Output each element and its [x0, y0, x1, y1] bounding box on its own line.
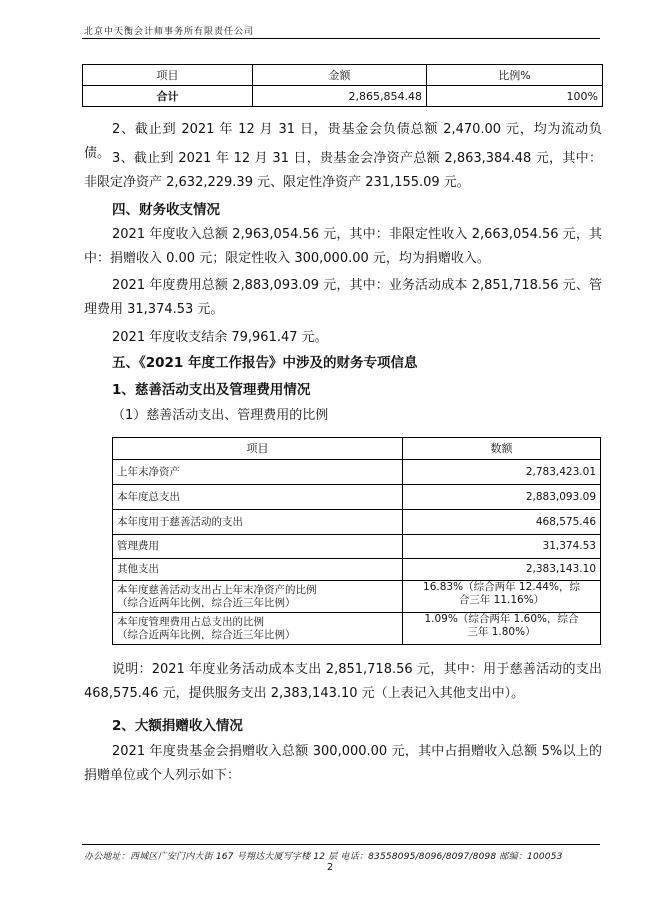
heading-section-5-1: 1、慈善活动支出及管理费用情况	[112, 382, 311, 398]
ratio-value-line1: 1.09%（综合两年 1.60%，综合	[424, 613, 579, 625]
col-header-ratio: 比例%	[427, 65, 603, 86]
ratio-value-line1: 16.83%（综合两年 12.44%，综	[423, 581, 580, 593]
table-header-row	[83, 65, 603, 86]
ratio-label-line2: （综合近两年比例，综合近三年比例）	[117, 596, 296, 609]
paragraph-liabilities: 2、截止到 2021 年 12 月 31 日，贵基金会负债总额 2,470.00 元，均为流动负债。	[84, 122, 602, 161]
ratio-label	[113, 613, 403, 645]
total-amount: 2,865,854.48	[253, 86, 427, 107]
subheading-ratio: （1）慈善活动支出、管理费用的比例	[112, 408, 329, 423]
row-label: 其他支出	[113, 559, 403, 581]
ratio-label	[113, 581, 403, 613]
paragraph-surplus: 2021 年度收支结余 79,961.47 元。	[112, 330, 328, 345]
table-row-ratio	[113, 581, 601, 613]
summary-table	[82, 64, 603, 107]
footer-rule	[82, 844, 600, 845]
col-header-item: 项目	[83, 65, 253, 86]
table-header-row	[113, 438, 601, 460]
ratio-label-line1: 本年度管理费用占总支出的比例	[117, 615, 264, 628]
heading-section-5: 五、《2021 年度工作报告》中涉及的财务专项信息	[112, 355, 418, 371]
row-label: 上年末净资产	[113, 460, 403, 485]
table-row	[113, 559, 601, 581]
total-label: 合计	[83, 86, 253, 107]
ratio-label-line1: 本年度慈善活动支出占上年末净资产的比例	[117, 583, 317, 596]
paragraph-income: 2021 年度收入总额 2,963,054.56 元，其中：非限定性收入 2,663,054.56 元，其中：捐赠收入 0.00 元；限定性收入 300,000.00 元，均为捐赠收入。	[84, 227, 602, 266]
col-header-value: 数额	[403, 438, 601, 460]
table-row-ratio	[113, 613, 601, 645]
table-row	[113, 535, 601, 559]
ratio-value-line2: 三年 1.80%）	[467, 626, 536, 638]
table-row	[113, 510, 601, 535]
row-value: 2,883,093.09	[403, 485, 601, 510]
charity-ratio-table	[112, 437, 601, 645]
row-value: 2,383,143.10	[403, 559, 601, 581]
col-header-amount: 金额	[253, 65, 427, 86]
col-header-item: 项目	[113, 438, 403, 460]
page-number: 2	[326, 862, 334, 873]
header-firm-name: 北京中天衡会计师事务所有限责任公司	[84, 27, 255, 37]
ratio-label-line2: （综合近两年比例，综合近三年比例）	[117, 628, 296, 641]
row-label: 管理费用	[113, 535, 403, 559]
row-value: 2,783,423.01	[403, 460, 601, 485]
total-ratio: 100%	[427, 86, 603, 107]
table-row	[113, 460, 601, 485]
row-value: 31,374.53	[403, 535, 601, 559]
row-label: 本年度总支出	[113, 485, 403, 510]
paragraph-net-assets: 3、截止到 2021 年 12 月 31 日，贵基金会净资产总额 2,863,384.48 元，其中：非限定净资产 2,632,229.39 元、限定性净资产 231,155.09 元。	[84, 151, 602, 190]
footer-address: 办公地址：西城区广安门内大街 167 号翔达大厦写字楼 12 层 电话：83558095/8096/8097/8098 邮编：100053	[84, 852, 563, 862]
header-rule	[82, 38, 600, 39]
table-row	[113, 485, 601, 510]
row-label: 本年度用于慈善活动的支出	[113, 510, 403, 535]
table-row-total	[83, 86, 603, 107]
ratio-value-line2: 合三年 11.16%）	[458, 594, 545, 606]
paragraph-donations: 2021 年度贵基金会捐赠收入总额 300,000.00 元，其中占捐赠收入总额 5%以上的捐赠单位或个人列示如下：	[84, 744, 602, 783]
ratio-value	[403, 613, 601, 645]
ratio-value	[403, 581, 601, 613]
paragraph-note: 说明：2021 年度业务活动成本支出 2,851,718.56 元，其中：用于慈善活动的支出 468,575.46 元，提供服务支出 2,383,143.10 元（上表记入其他支出中）。	[84, 662, 602, 701]
heading-section-5-2: 2、大额捐赠收入情况	[112, 718, 243, 734]
paragraph-expenses: 2021 年度费用总额 2,883,093.09 元，其中：业务活动成本 2,851,718.56 元、管理费用 31,374.53 元。	[84, 278, 602, 317]
heading-section-4: 四、财务收支情况	[112, 202, 220, 218]
row-value: 468,575.46	[403, 510, 601, 535]
